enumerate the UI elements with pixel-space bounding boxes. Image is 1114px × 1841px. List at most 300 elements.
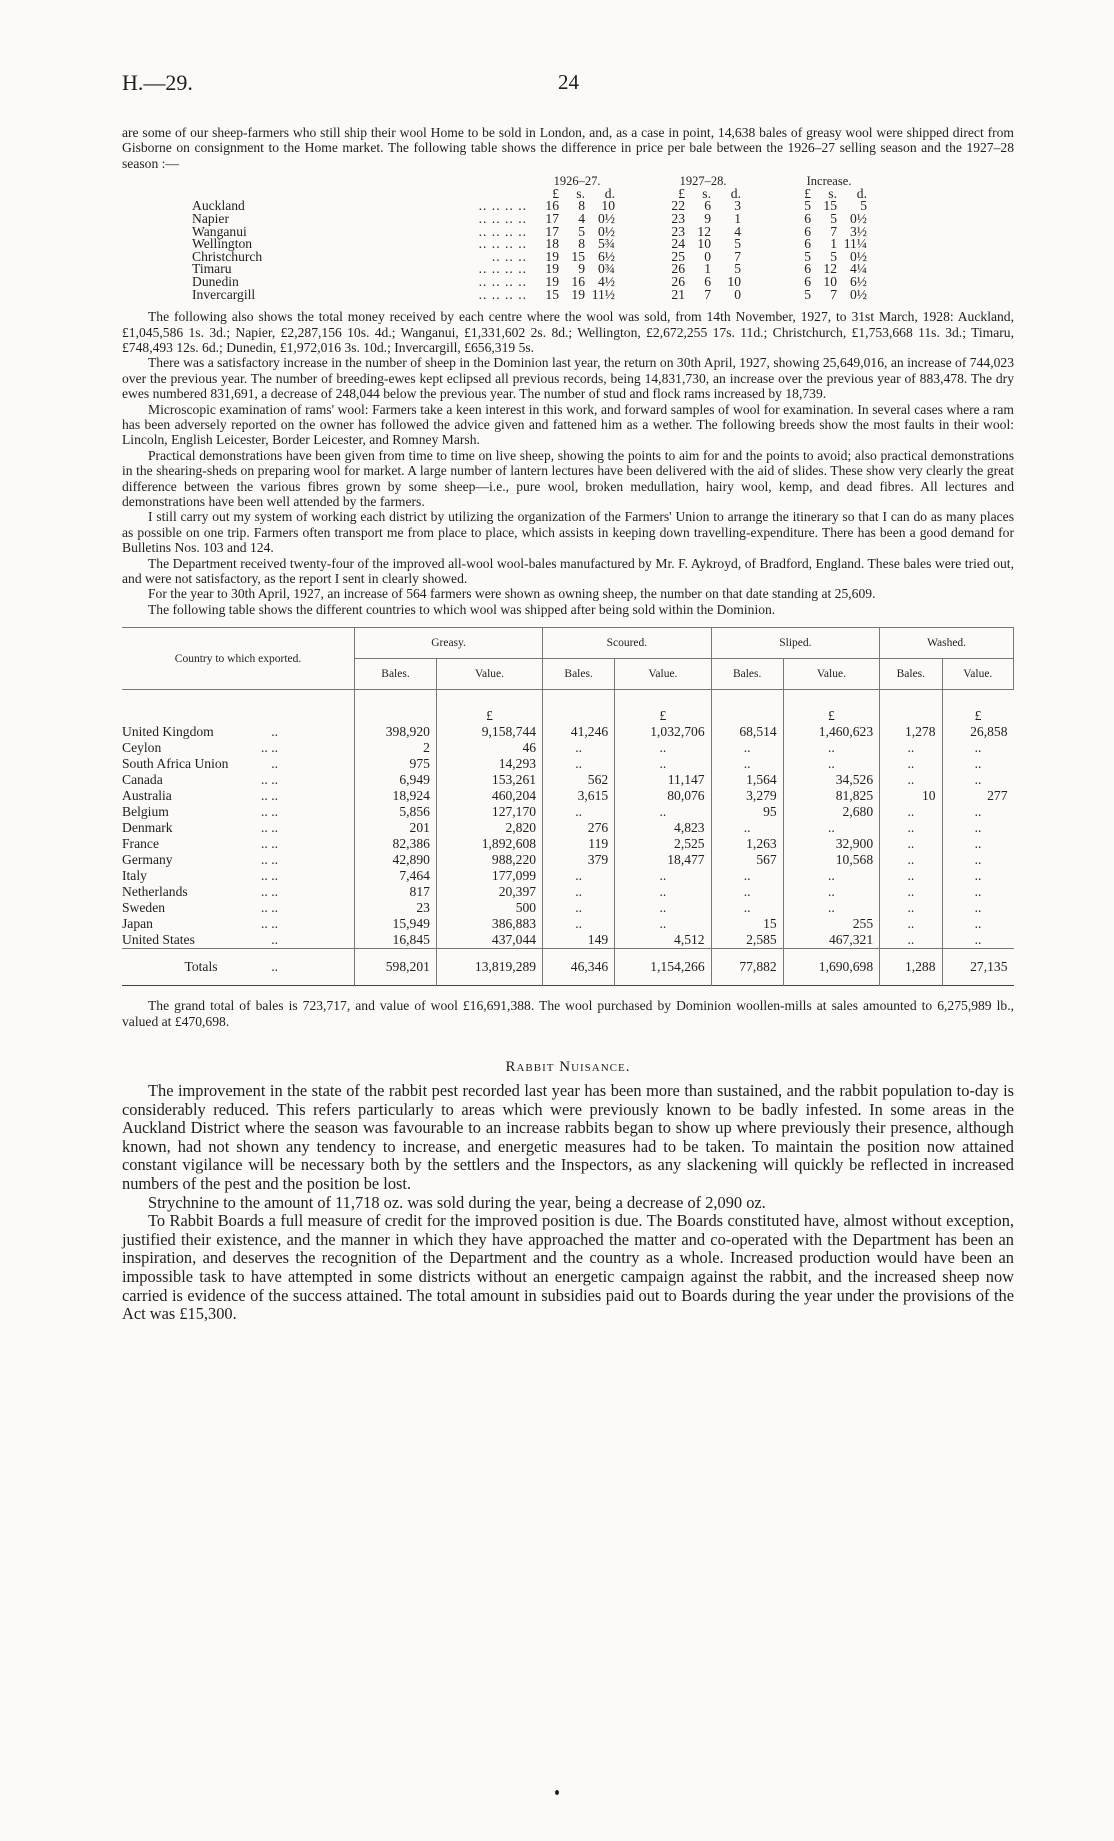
pounds-cell: 6 [804, 273, 811, 289]
shillings-cell: 5 [578, 223, 585, 239]
shillings-cell: 9 [578, 261, 585, 277]
shillings-cell: 8 [578, 198, 585, 214]
value-cell: .. [942, 756, 1013, 772]
value-cell: 975 [355, 756, 437, 772]
value-cell: .. [942, 852, 1013, 868]
value-cell: 2,525 [615, 836, 711, 852]
shillings-cell: 1 [830, 236, 837, 252]
place-name: Dunedin [192, 273, 239, 289]
shillings-cell: 7 [830, 286, 837, 302]
group-header: Sliped. [711, 628, 880, 659]
value-cell: 277 [942, 788, 1013, 804]
price-row [192, 251, 873, 264]
value-cell: .. [543, 916, 615, 932]
leader-dots: .. .. .. [491, 248, 527, 264]
section-heading: Rabbit Nuisance. [505, 1059, 631, 1076]
currency-row [122, 690, 1014, 725]
country-cell [122, 868, 355, 884]
leader-dots: .. [271, 932, 278, 948]
export-row [122, 724, 1014, 740]
value-cell: .. [942, 836, 1013, 852]
rabbit-section [122, 1082, 1014, 1324]
shillings-cell: 12 [823, 261, 837, 277]
total-cell: 77,882 [711, 949, 783, 986]
total-cell: 13,819,289 [436, 949, 542, 986]
value-cell: .. [880, 740, 942, 756]
country-cell [122, 836, 355, 852]
value-cell: .. [880, 772, 942, 788]
pence-cell: 0¾ [598, 261, 615, 277]
unit-label: s. [702, 185, 711, 201]
price-per-bale-table [192, 175, 873, 301]
wool-export-table [122, 627, 1014, 986]
value-cell: .. [543, 804, 615, 820]
pounds-cell: 6 [804, 261, 811, 277]
value-cell: 10,568 [783, 852, 879, 868]
value-cell: .. [783, 900, 879, 916]
bales-header: Bales. [355, 659, 437, 690]
value-cell: 46 [436, 740, 542, 756]
leader-dots: .. .. [261, 740, 278, 756]
country-name: United Kingdom [122, 724, 214, 740]
value-cell: .. [615, 916, 711, 932]
price-table-year-header [192, 175, 873, 188]
value-cell: .. [615, 868, 711, 884]
price-row [192, 226, 873, 239]
export-row [122, 852, 1014, 868]
export-row [122, 788, 1014, 804]
export-row [122, 868, 1014, 884]
pence-cell: 11½ [591, 286, 615, 302]
value-cell: 20,397 [436, 884, 542, 900]
value-cell: 10 [880, 788, 942, 804]
value-cell: 81,825 [783, 788, 879, 804]
value-cell: 1,263 [711, 836, 783, 852]
price-row [192, 213, 873, 226]
value-cell: 11,147 [615, 772, 711, 788]
pence-cell: 0 [734, 286, 741, 302]
country-name: South Africa Union [122, 756, 229, 772]
value-cell: 6,949 [355, 772, 437, 788]
value-cell: 68,514 [711, 724, 783, 740]
pounds-cell: 23 [671, 223, 685, 239]
value-cell: 4,512 [615, 932, 711, 949]
leader-dots: .. .. [261, 820, 278, 836]
price-row [192, 289, 873, 302]
country-name: Japan [122, 916, 153, 932]
pounds-cell: 19 [545, 261, 559, 277]
pence-cell: 10 [727, 273, 741, 289]
shillings-cell: 15 [571, 248, 585, 264]
unit-label: d. [730, 185, 741, 201]
pounds-cell: 6 [804, 211, 811, 226]
country-name: Germany [122, 852, 173, 868]
shillings-cell: 8 [578, 236, 585, 252]
page-content [122, 125, 1014, 1324]
value-cell: .. [543, 868, 615, 884]
value-cell: 42,890 [355, 852, 437, 868]
value-cell: .. [783, 740, 879, 756]
shillings-cell: 5 [830, 211, 837, 226]
place-name: Wanganui [192, 223, 247, 239]
value-cell: 567 [711, 852, 783, 868]
pounds-cell: 25 [671, 248, 685, 264]
paragraph: To Rabbit Boards a full measure of credit for the improved position is due. The Boards constituted have, almost without exception, justified their existence, and the manner in which they have approached the matter and co-operated with the Department has been an inspiration, and deserves the recognition of the Department and the country as a whole. Increased production would have been an impossible task to have attempted in some districts without an energetic campaign against the rabbit, and the increased sheep now carried is evidence of the success attained. The total amount in subsidies paid out to Boards during the year under the provisions of the Act was £15,300. [122, 1211, 1014, 1324]
value-cell: .. [543, 756, 615, 772]
pence-cell: 10 [601, 198, 615, 214]
value-cell: 177,099 [436, 868, 542, 884]
value-cell: 1,892,608 [436, 836, 542, 852]
value-cell: 5,856 [355, 804, 437, 820]
country-cell [122, 724, 355, 740]
value-cell: .. [942, 804, 1013, 820]
unit-label: s. [828, 185, 837, 201]
total-cell: 27,135 [942, 949, 1013, 986]
value-cell: .. [711, 884, 783, 900]
value-cell: .. [783, 820, 879, 836]
export-row [122, 884, 1014, 900]
paragraph: I still carry out my system of working each district by utilizing the organization of the Farmers' Union to arrange the itinerary so that I can do as many places as possible on one trip. Farmers often transport me from place to place, which assists in keeping down travelling-expenditure. There has been a good demand for Bulletins Nos. 103 and 124. [122, 509, 1014, 556]
value-cell: .. [942, 932, 1013, 949]
pence-cell: 0½ [598, 211, 615, 226]
shillings-cell: 10 [823, 273, 837, 289]
pence-cell: 0½ [850, 211, 867, 226]
country-name: France [122, 836, 159, 852]
value-cell: 23 [355, 900, 437, 916]
pence-cell: 5 [734, 261, 741, 277]
pounds-cell: 16 [545, 198, 559, 214]
grand-total-paragraph: The grand total of bales is 723,717, and value of wool £16,691,388. The wool purchased by Dominion woollen-mills at sales amounted to 6,275,989 lb., valued at £470,698. [122, 998, 1014, 1029]
value-header: Value. [783, 659, 879, 690]
pounds-cell: 15 [545, 286, 559, 302]
value-cell: 562 [543, 772, 615, 788]
pence-cell: 4¼ [850, 261, 867, 277]
value-cell: 437,044 [436, 932, 542, 949]
country-cell [122, 820, 355, 836]
paragraph: The improvement in the state of the rabbit pest recorded last year has been more than sustained, and the rabbit population to-day is considerably reduced. This refers particularly to areas which were previously known to be badly infested. In some areas in the Auckland District where the season was favourable to an increase rabbits began to show up where previously their presence, although known, had not shown any tendency to increase, and energetic measures had to be taken. To maintain the position now attained constant vigilance will be necessary both by the settlers and the Inspectors, as any slackening will quickly be reflected in increased numbers of the pest and the position be lost. [122, 1081, 1014, 1194]
unit-label: d. [856, 185, 867, 201]
export-row [122, 836, 1014, 852]
country-name: Netherlands [122, 884, 188, 900]
pound-sign: £ [942, 690, 1013, 725]
value-cell: 2,820 [436, 820, 542, 836]
value-cell: 9,158,744 [436, 724, 542, 740]
leader-dots: .. [271, 724, 278, 740]
value-cell: 15,949 [355, 916, 437, 932]
pounds-cell: 5 [804, 198, 811, 214]
value-cell: .. [942, 772, 1013, 788]
value-cell: .. [880, 820, 942, 836]
value-cell: 34,526 [783, 772, 879, 788]
pounds-cell: 19 [545, 248, 559, 264]
export-row [122, 916, 1014, 932]
country-cell [122, 900, 355, 916]
value-cell: 82,386 [355, 836, 437, 852]
pence-cell: 1 [734, 211, 741, 226]
total-cell: 1,154,266 [615, 949, 711, 986]
year-header: Increase. [806, 174, 852, 189]
leader-dots: .. .. [261, 788, 278, 804]
value-cell: 379 [543, 852, 615, 868]
pounds-cell: 17 [545, 211, 559, 226]
value-cell: .. [880, 900, 942, 916]
country-cell [122, 756, 355, 772]
pound-sign: £ [783, 690, 879, 725]
pence-cell: 3½ [850, 223, 867, 239]
value-cell: 201 [355, 820, 437, 836]
value-cell: .. [880, 756, 942, 772]
place-name: Timaru [192, 261, 232, 277]
value-cell: 2 [355, 740, 437, 756]
export-row [122, 820, 1014, 836]
shillings-cell: 7 [830, 223, 837, 239]
price-row [192, 263, 873, 276]
shillings-cell: 0 [704, 248, 711, 264]
ink-dot [555, 1790, 559, 1795]
price-row [192, 200, 873, 213]
shillings-cell: 19 [571, 286, 585, 302]
value-cell: 18,477 [615, 852, 711, 868]
price-row [192, 238, 873, 251]
group-header: Greasy. [355, 628, 543, 659]
leader-dots: .. .. .. .. [478, 286, 527, 302]
value-cell: .. [880, 804, 942, 820]
leader-dots: .. .. [261, 772, 278, 788]
group-header: Scoured. [543, 628, 712, 659]
country-name: Denmark [122, 820, 173, 836]
value-cell: 4,823 [615, 820, 711, 836]
value-cell: 467,321 [783, 932, 879, 949]
intro-paragraph: are some of our sheep-farmers who still ship their wool Home to be sold in London, and, as a case in point, 14,638 bales of greasy wool were shipped direct from Gisborne on consignment to the Home market. The following table shows the difference in price per bale between the 1926–27 selling season and the 1927–28 season :— [122, 125, 1014, 171]
pence-cell: 6½ [850, 273, 867, 289]
pound-sign: £ [615, 690, 711, 725]
place-name: Wellington [192, 236, 253, 252]
value-cell: .. [880, 916, 942, 932]
value-cell: 398,920 [355, 724, 437, 740]
leader-dots: .. .. .. .. [478, 273, 527, 289]
value-cell: 386,883 [436, 916, 542, 932]
pence-cell: 5¾ [598, 236, 615, 252]
leader-dots: .. .. [261, 852, 278, 868]
export-row [122, 900, 1014, 916]
pounds-cell: 19 [545, 273, 559, 289]
paragraph: There was a satisfactory increase in the number of sheep in the Dominion last year, the return on 30th April, 1927, showing 25,649,016, an increase of 744,023 over the previous year. The number of breeding-ewes kept eclipsed all previous records, being 14,831,730, an increase over the previous year of 883,478. The dry ewes numbered 831,691, a decrease of 248,044 below the previous year. The number of stud and flock rams increased by 18,739. [122, 355, 1014, 402]
shillings-cell: 12 [697, 223, 711, 239]
value-cell: .. [615, 884, 711, 900]
value-cell: .. [783, 756, 879, 772]
country-cell [122, 852, 355, 868]
year-header: 1926–27. [553, 174, 601, 189]
value-cell: 1,278 [880, 724, 942, 740]
totals-label: Totals [184, 959, 218, 975]
page-number: 24 [558, 70, 579, 94]
unit-label: £ [552, 185, 559, 201]
value-header: Value. [942, 659, 1013, 690]
export-row [122, 772, 1014, 788]
value-cell: 3,615 [543, 788, 615, 804]
value-cell: .. [942, 884, 1013, 900]
shillings-cell: 4 [578, 211, 585, 226]
shillings-cell: 5 [830, 248, 837, 264]
leader-dots: .. .. [261, 916, 278, 932]
value-cell: 127,170 [436, 804, 542, 820]
price-table-unit-header [192, 188, 873, 201]
value-cell: .. [880, 836, 942, 852]
value-cell: .. [711, 740, 783, 756]
value-cell: .. [711, 820, 783, 836]
value-cell: 41,246 [543, 724, 615, 740]
value-cell: 16,845 [355, 932, 437, 949]
value-cell: 3,279 [711, 788, 783, 804]
value-cell: .. [880, 884, 942, 900]
value-cell: 1,032,706 [615, 724, 711, 740]
total-cell: 46,346 [543, 949, 615, 986]
value-cell: .. [942, 740, 1013, 756]
leader-dots: .. .. [261, 868, 278, 884]
shillings-cell: 15 [823, 198, 837, 214]
pence-cell: 0½ [598, 223, 615, 239]
value-cell: .. [543, 740, 615, 756]
country-name: Canada [122, 772, 163, 788]
pounds-cell: 22 [671, 198, 685, 214]
totals-label-cell [122, 949, 355, 986]
country-cell [122, 932, 355, 949]
leader-dots: .. .. .. .. [478, 236, 527, 252]
value-cell: 32,900 [783, 836, 879, 852]
value-cell: .. [942, 868, 1013, 884]
export-group-header [122, 628, 1014, 659]
leader-dots: .. .. [261, 884, 278, 900]
country-name: United States [122, 932, 195, 948]
pence-cell: 3 [734, 198, 741, 214]
export-row [122, 932, 1014, 949]
country-cell [122, 740, 355, 756]
paragraph: The Department received twenty-four of the improved all-wool wool-bales manufactured by Mr. F. Aykroyd, of Bradford, England. These bales were tried out, and were not satisfactory, as the report I sent in clearly showed. [122, 555, 1014, 587]
value-cell: .. [942, 820, 1013, 836]
pounds-cell: 21 [671, 286, 685, 302]
pence-cell: 4 [734, 223, 741, 239]
bales-header: Bales. [711, 659, 783, 690]
year-header: 1927–28. [679, 174, 727, 189]
value-cell: .. [880, 852, 942, 868]
value-cell: .. [711, 900, 783, 916]
pounds-cell: 26 [671, 273, 685, 289]
value-cell: 18,924 [355, 788, 437, 804]
leader-dots: .. .. [261, 900, 278, 916]
country-name: Ceylon [122, 740, 162, 756]
leader-dots: .. .. [261, 804, 278, 820]
value-cell: .. [615, 740, 711, 756]
country-column-header: Country to which exported. [122, 628, 355, 690]
total-cell: 1,690,698 [783, 949, 879, 986]
country-cell [122, 804, 355, 820]
country-name: Italy [122, 868, 147, 884]
pounds-cell: 26 [671, 261, 685, 277]
value-cell: 80,076 [615, 788, 711, 804]
unit-label: s. [576, 185, 585, 201]
place-name: Christchurch [192, 248, 263, 264]
bales-header: Bales. [880, 659, 942, 690]
value-cell: 15 [711, 916, 783, 932]
country-cell [122, 884, 355, 900]
pence-cell: 6½ [598, 248, 615, 264]
value-cell: .. [615, 756, 711, 772]
value-cell: .. [783, 868, 879, 884]
value-cell: 276 [543, 820, 615, 836]
shillings-cell: 1 [704, 261, 711, 277]
leader-dots: .. .. .. .. [478, 211, 527, 226]
export-row [122, 804, 1014, 820]
total-cell: 598,201 [355, 949, 437, 986]
pound-sign: £ [436, 690, 542, 725]
place-name: Auckland [192, 198, 245, 214]
value-header: Value. [615, 659, 711, 690]
paragraph: For the year to 30th April, 1927, an increase of 564 farmers were shown as owning sheep, the number on that date standing at 25,609. [148, 586, 876, 602]
pounds-cell: 17 [545, 223, 559, 239]
pounds-cell: 5 [804, 248, 811, 264]
totals-row [122, 949, 1014, 986]
leader-dots: .. .. .. .. [478, 261, 527, 277]
value-cell: 500 [436, 900, 542, 916]
pounds-cell: 18 [545, 236, 559, 252]
shillings-cell: 10 [697, 236, 711, 252]
paragraph: Microscopic examination of rams' wool: Farmers take a keen interest in this work, and forward samples of wool for examination. In several cases where a ram has been adversely reported on the owner has followed the advice given and fattened him as a wether. The following breeds show the most faults in their wool: Lincoln, English Leicester, Border Leicester, and Romney Marsh. [122, 401, 1014, 448]
leader-dots: .. .. [261, 836, 278, 852]
value-cell: 460,204 [436, 788, 542, 804]
pence-cell: 0½ [850, 248, 867, 264]
value-cell: .. [711, 756, 783, 772]
pounds-cell: 23 [671, 211, 685, 226]
value-cell: 26,858 [942, 724, 1013, 740]
value-cell: .. [543, 884, 615, 900]
value-cell: 14,293 [436, 756, 542, 772]
unit-label: d. [604, 185, 615, 201]
value-cell: 153,261 [436, 772, 542, 788]
pounds-cell: 24 [671, 236, 685, 252]
pence-cell: 0½ [850, 286, 867, 302]
value-cell: .. [880, 932, 942, 949]
total-cell: 1,288 [880, 949, 942, 986]
export-row [122, 756, 1014, 772]
pence-cell: 5 [860, 198, 867, 214]
shillings-cell: 9 [704, 211, 711, 226]
value-cell: .. [942, 900, 1013, 916]
shillings-cell: 6 [704, 273, 711, 289]
document-reference: H.—29. [122, 70, 193, 95]
leader-dots: .. .. .. .. [478, 198, 527, 214]
value-cell: 95 [711, 804, 783, 820]
value-cell: .. [783, 884, 879, 900]
unit-label: £ [678, 185, 685, 201]
paragraph: Practical demonstrations have been given from time to time on live sheep, showing the points to aim for and the points to avoid; also practical demonstrations in the shearing-sheds on preparing wool for market. A large number of lantern lectures have been delivered with the aid of slides. These show very clearly the great difference between the various fibres grown by some sheep—i.e., pure wool, broken medullation, hairy wool, kemp, and dead fibres. All lectures and demonstrations have been well attended by the farmers. [122, 447, 1014, 510]
value-cell: .. [615, 900, 711, 916]
value-cell: .. [543, 900, 615, 916]
country-cell [122, 772, 355, 788]
value-cell: 149 [543, 932, 615, 949]
leader-dots: .. [271, 959, 278, 975]
value-cell: 817 [355, 884, 437, 900]
price-row [192, 276, 873, 289]
value-cell: 255 [783, 916, 879, 932]
value-cell: 2,680 [783, 804, 879, 820]
value-cell: 1,564 [711, 772, 783, 788]
paragraph: The following table shows the different countries to which wool was shipped after being sold within the Dominion. [148, 601, 776, 617]
pence-cell: 7 [734, 248, 741, 264]
paragraph: The following also shows the total money received by each centre where the wool was sold, from 14th November, 1927, to 31st March, 1928: Auckland, £1,045,586 1s. 3d.; Napier, £2,287,156 10s. 4d.; Wanganui, £1,331,602 2s. 8d.; Wellington, £2,672,255 17s. 11d.; Christchurch, £1,753,668 11s. 3d.; Timaru, £748,493 12s. 6d.; Dunedin, £1,972,016 3s. 10d.; Invercargill, £656,319 5s. [122, 309, 1014, 355]
pence-cell: 11¼ [843, 236, 867, 252]
pence-cell: 4½ [598, 273, 615, 289]
place-name: Napier [192, 211, 229, 226]
